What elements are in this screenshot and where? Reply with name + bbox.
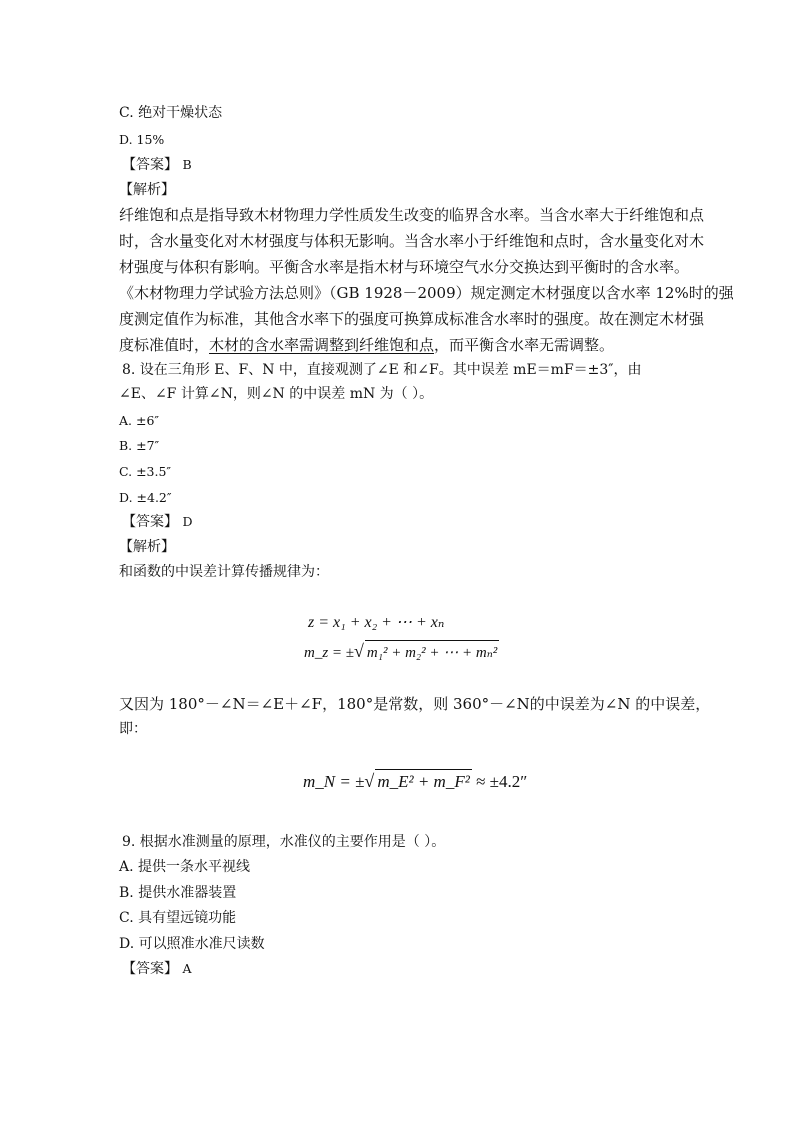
answer-value: B: [182, 157, 192, 172]
underlined-text: 木材的含水率需调整到纤维饱和点: [209, 336, 435, 354]
q9-option-a: A. 提供一条水平视线: [119, 859, 251, 875]
q8-paragraph-line: 即：: [119, 721, 147, 737]
q7-paragraph-line: 《木材物理力学试验方法总则》（GB 1928－2009）规定测定木材强度以含水率 12%时的强: [119, 284, 734, 302]
answer-label: 【答案】: [122, 157, 178, 173]
formula-radicand: m_E² + m_F²: [375, 769, 472, 792]
q9-option-c: C. 具有望远镜功能: [119, 910, 237, 926]
formula-sum: z = x₁ + x₂ + ⋯ + xₙ: [308, 614, 445, 631]
q9-stem: 9. 根据水准测量的原理，水准仪的主要作用是（ ）。: [122, 834, 446, 850]
text-span: ，而平衡含水率无需调整。: [434, 336, 615, 354]
q8-answer: [122, 513, 192, 531]
q7-paragraph-line: 时，含水量变化对木材强度与体积无影响。当含水率小于纤维饱和点时，含水量变化对木: [119, 232, 705, 250]
answer-label: 【答案】: [122, 961, 178, 977]
q9-option-b: B. 提供水准器装置: [119, 885, 237, 901]
formula-mn: [303, 769, 527, 792]
formula-radicand: m₁² + m₂² + ⋯ + mₙ²: [365, 640, 499, 662]
sqrt-icon: √: [354, 641, 364, 661]
q7-option-d: D. 15%: [119, 132, 165, 147]
answer-value: A: [182, 961, 192, 976]
sqrt-icon: √: [364, 771, 375, 791]
answer-label: 【答案】: [122, 514, 178, 530]
formula-result: ≈ ±4.2″: [476, 772, 528, 791]
q9-answer: [122, 960, 191, 978]
q8-stem-line: 8. 设在三角形 E、F、N 中，直接观测了∠E 和∠F。其中误差 mE＝mF＝±3″，由: [122, 362, 642, 378]
answer-value: D: [182, 514, 193, 529]
q8-stem-line: ∠E、∠F 计算∠N，则∠N 的中误差 mN 为（ ）。: [119, 386, 434, 402]
q8-paragraph-line: 又因为 180°－∠N＝∠E＋∠F，180°是常数，则 360°－∠N的中误差为∠N 的中误差，: [119, 695, 711, 713]
q8-analysis-label: 【解析】: [119, 539, 175, 555]
text-span: 度标准值时，: [119, 336, 210, 354]
q8-option-a: A. ±6″: [119, 413, 160, 428]
q7-paragraph-line: 材强度与体积有影响。平衡含水率是指木材与环境空气水分交换达到平衡时的含水率。: [119, 258, 690, 276]
q7-answer: [122, 156, 192, 174]
q8-option-c: C. ±3.5″: [119, 464, 172, 479]
q8-paragraph-line: 和函数的中误差计算传播规律为：: [119, 564, 329, 580]
q7-paragraph-line: 度测定值作为标准，其他含水率下的强度可换算成标准含水率时的强度。故在测定木材强: [119, 310, 705, 328]
formula-lhs: m_z = ±: [304, 645, 355, 661]
q8-option-d: D. ±4.2″: [119, 490, 172, 505]
q7-option-c: C. 绝对干燥状态: [119, 105, 223, 121]
q7-paragraph-line: [119, 336, 614, 354]
q7-analysis-label: 【解析】: [119, 182, 175, 198]
formula-error-propagation: [304, 640, 499, 662]
q7-paragraph-line: 纤维饱和点是指导致木材物理力学性质发生改变的临界含水率。当含水率大于纤维饱和点: [119, 206, 705, 224]
q9-option-d: D. 可以照准水准尺读数: [119, 936, 265, 952]
q8-option-b: B. ±7″: [119, 438, 160, 453]
formula-lhs: m_N = ±: [303, 772, 365, 791]
